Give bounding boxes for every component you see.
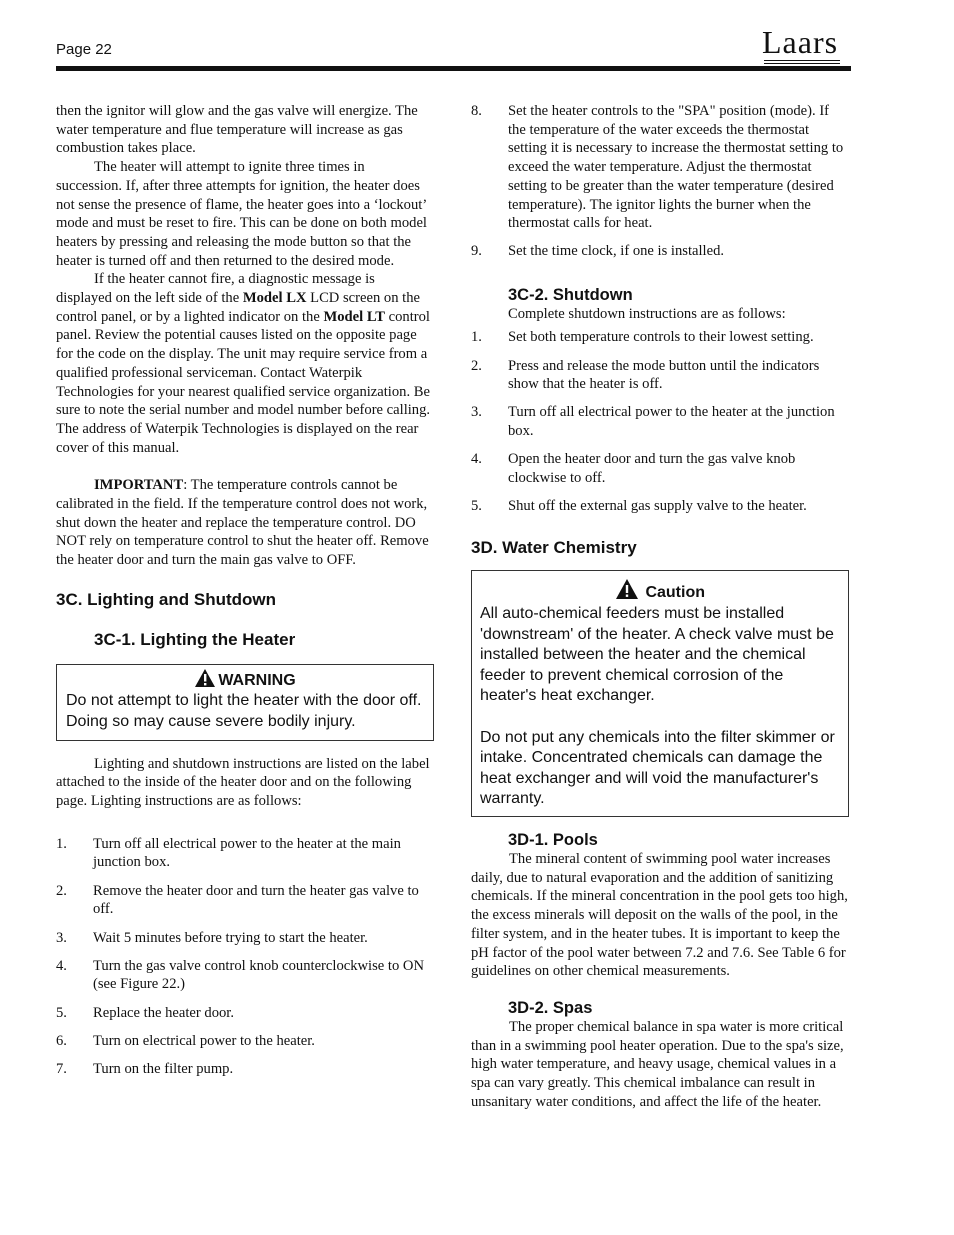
list-number: 4. <box>471 451 482 468</box>
list-number: 8. <box>471 103 482 119</box>
list-text: Turn off all electrical power to the heater at the main junction box. <box>93 835 401 871</box>
list-number: 7. <box>56 1061 67 1078</box>
list-text: Set both temperature controls to their lowest setting. <box>508 329 814 346</box>
list-text: Replace the heater door. <box>93 1004 235 1021</box>
paragraph-lighting-intro: Lighting and shutdown instructions are listed on the label attached to the inside of the heater door and on the following page. Lighting instructions are as follows: <box>56 755 430 810</box>
list-text: Set the time clock, if one is installed. <box>508 243 725 260</box>
list-number: 1. <box>471 329 482 346</box>
lighting-step <box>56 929 434 948</box>
lighting-step <box>56 957 434 994</box>
section-heading-3c2: 3C-2. Shutdown <box>508 285 633 304</box>
section-heading-3c1: 3C-1. Lighting the Heater <box>94 629 296 649</box>
warning-title: WARNING <box>66 668 424 692</box>
list-number: 1. <box>56 835 67 852</box>
section-heading-3d2: 3D-2. Spas <box>508 998 593 1017</box>
right-column <box>471 102 849 1111</box>
lighting-step <box>56 1004 434 1023</box>
lighting-step <box>471 242 849 261</box>
list-text: Open the heater door and turn the gas valve knob clockwise to off. <box>508 451 796 487</box>
section-heading-3d1: 3D-1. Pools <box>508 830 598 849</box>
caution-title: Caution <box>480 578 840 604</box>
shutdown-step <box>471 497 849 516</box>
list-number: 3. <box>471 404 482 421</box>
list-number: 5. <box>471 498 482 515</box>
paragraph-pools: The mineral content of swimming pool water increases daily, due to natural evaporation and the addition of sanitizing chemicals. If the mineral concentration in the pool gets too high, the excess minerals will deposit on the walls of the pool, in the filter system, and in the heater tubes. It is important to keep the pH factor of the pool water between 7.2 and 7.6. See Table 6 for guidelines on other chemical measurements. <box>471 850 848 980</box>
lighting-step <box>471 102 849 233</box>
shutdown-steps-list <box>471 328 849 516</box>
list-text: Turn off all electrical power to the heater at the junction box. <box>508 404 835 440</box>
paragraph-spas: The proper chemical balance in spa water is more critical than in a swimming pool heater operation. Due to the spa's size, high water temperature, and heavy usage, chemical values in a spa can vary greatly. This chemical imbalance can result in unsanitary water conditions, and affect the life of the heater. <box>471 1018 844 1110</box>
paragraph-diagnostic: If the heater cannot fire, a diagnostic message is displayed on the left side of the Model LX LCD screen on the control panel, or by a lighted indicator on the Model LT control panel. Review the potential causes listed on the opposite page for the code on the display. The unit may require service from a qualified professional serviceman. Contact Waterpik Technologies for your nearest qualified service organization. Be sure to note the serial number and model number before calling. The address of Waterpik Technologies is displayed on the rear cover of this manual. <box>56 271 431 456</box>
list-number: 3. <box>56 929 67 946</box>
paragraph-important: IMPORTANT: The temperature controls cannot be calibrated in the field. If the temperature control does not work, shut down the heater and replace the temperature control. DO NOT rely on temperature control to shut the heater off. Remove the heater door and turn the main gas valve to OFF. <box>56 477 429 569</box>
lighting-steps-continued <box>471 102 849 261</box>
lighting-steps-list <box>56 835 434 1079</box>
shutdown-intro: Complete shutdown instructions are as follows: <box>508 305 786 322</box>
list-text: Press and release the mode button until the indicators show that the heater is off. <box>508 357 820 393</box>
list-number: 5. <box>56 1004 67 1021</box>
list-text: Remove the heater door and turn the heater gas valve to off. <box>93 882 419 918</box>
shutdown-step <box>471 403 849 440</box>
header-rule <box>56 66 851 71</box>
list-number: 9. <box>471 243 482 260</box>
shutdown-step <box>471 357 849 394</box>
list-text: Turn on electrical power to the heater. <box>93 1032 315 1049</box>
paragraph-ignitor: then the ignitor will glow and the gas valve will energize. The water temperature and flue temperature will increase as gas combustion takes place. <box>56 103 418 157</box>
laars-logo <box>762 26 852 66</box>
section-heading-3c: 3C. Lighting and Shutdown <box>56 589 277 609</box>
list-text: Shut off the external gas supply valve to the heater. <box>508 498 807 515</box>
left-column <box>56 102 434 1088</box>
list-number: 2. <box>56 882 67 899</box>
shutdown-step <box>471 450 849 487</box>
list-number: 6. <box>56 1032 67 1049</box>
caution-icon <box>615 578 639 600</box>
list-text: Turn on the filter pump. <box>93 1061 234 1078</box>
logo-text: Laars <box>762 24 839 60</box>
list-text: Set the heater controls to the "SPA" position (mode). If the temperature of the water exceeds the thermostat setting it is necessary to increase the thermostat setting to exceed the water temperature. Adjust the thermostat setting to be greater than the water temperature (desired temperature). The ignitor lights the burner when the thermostat calls for heat. <box>508 103 844 232</box>
caution-text-1: All auto-chemical feeders must be installed 'downstream' of the heater. A check valve must be installed between the heater and the chemical feeder to prevent chemical corrosion of the heater's heat exchanger. <box>480 605 834 705</box>
page-number: Page 22 <box>56 41 112 58</box>
caution-text-2: Do not put any chemicals into the filter skimmer or intake. Concentrated chemicals can damage the heat exchanger and will void the manufacturer's warranty. <box>480 728 835 808</box>
lighting-step <box>56 835 434 872</box>
list-number: 2. <box>471 357 482 374</box>
warning-text: Do not attempt to light the heater with the door off. Doing so may cause severe bodily injury. <box>66 692 422 731</box>
caution-box <box>471 570 849 817</box>
warning-box <box>56 664 434 741</box>
lighting-step <box>56 1032 434 1051</box>
section-heading-3d: 3D. Water Chemistry <box>471 538 637 558</box>
lighting-step <box>56 1060 434 1079</box>
list-number: 4. <box>56 957 67 974</box>
logo-underline <box>764 60 840 64</box>
list-text: Wait 5 minutes before trying to start the heater. <box>93 929 368 946</box>
paragraph-ignite-attempts: The heater will attempt to ignite three times in succession. If, after three attempts for ignition, the heater does not sense the presence of flame, the heater goes into a ‘lockout’ mode and must be reset to fire. This can be done on both model heaters by pressing and releasing the mode button so that the heater is turned off and then returned to the desired mode. <box>56 159 427 269</box>
shutdown-step <box>471 328 849 347</box>
warning-icon <box>194 668 216 688</box>
list-text: Turn the gas valve control knob counterclockwise to ON (see Figure 22.) <box>93 957 424 993</box>
lighting-step <box>56 882 434 919</box>
